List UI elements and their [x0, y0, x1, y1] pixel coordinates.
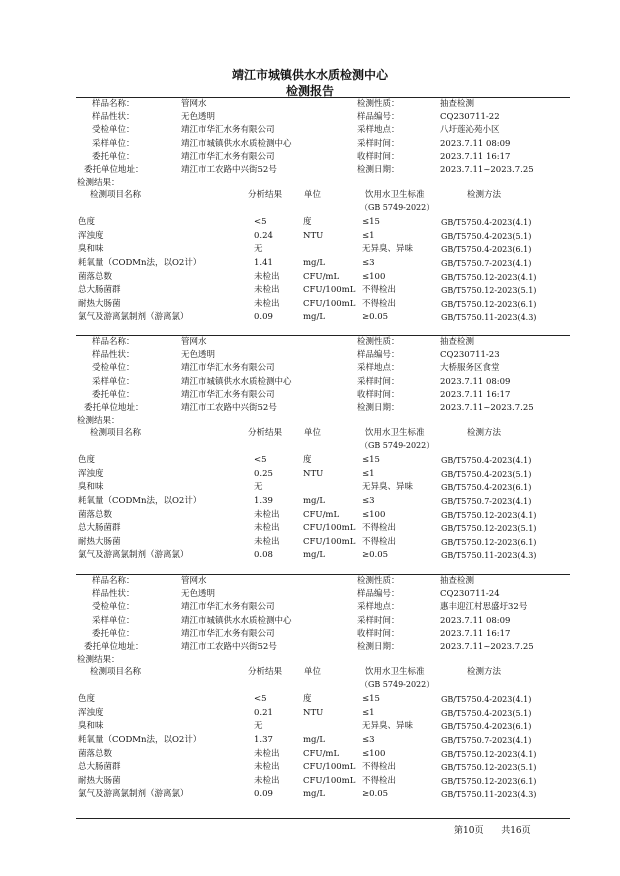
info-label: 收样时间： [357, 151, 400, 162]
item-standard: ≥0.05 [362, 789, 389, 800]
info-label: 受检单位： [92, 363, 135, 374]
info-value: 靖江市城镇供水水质检测中心 [181, 376, 292, 387]
info-value: 抽查检测 [440, 337, 475, 347]
info-value: CQ230711-23 [440, 350, 500, 361]
item-name: 菌落总数 [78, 748, 113, 759]
item-unit: CFU/mL [303, 748, 340, 759]
col-header-item: 检测项目名称 [90, 190, 142, 201]
item-unit: 度 [303, 455, 312, 466]
item-method: GB/T5750.4-2023(4.1) [441, 456, 532, 466]
info-label: 委托单位： [92, 628, 135, 639]
item-method: GB/T5750.4-2023(6.1) [441, 245, 532, 255]
item-result: 0.21 [254, 707, 273, 718]
item-method: GB/T5750.12-2023(4.1) [441, 510, 537, 520]
item-unit: CFU/mL [303, 271, 340, 282]
item-unit: mg/L [303, 258, 326, 268]
info-label: 委托单位地址： [84, 642, 144, 652]
info-label: 委托单位地址： [84, 165, 144, 175]
item-name: 浑浊度 [78, 468, 104, 479]
item-method: GB/T5750.4-2023(6.1) [441, 483, 532, 493]
info-label: 委托单位： [92, 389, 135, 400]
info-label: 样品性状： [92, 589, 135, 600]
info-label: 委托单位地址： [84, 403, 144, 413]
info-value: 2023.7.11~2023.7.25 [440, 403, 534, 413]
item-result: 无 [254, 244, 263, 255]
info-label: 收样时间： [357, 389, 400, 400]
info-label: 采样时间： [357, 138, 400, 149]
item-method: GB/T5750.4-2023(4.1) [441, 695, 532, 705]
item-name: 浑浊度 [78, 230, 104, 241]
item-standard: ≤3 [362, 735, 375, 745]
col-header-standard-sub: （GB 5749-2022） [360, 203, 435, 213]
col-header-method: 检测方法 [467, 667, 502, 678]
info-value: 靖江市华汇水务有限公司 [181, 151, 275, 162]
info-label: 检测日期： [357, 642, 400, 652]
item-name: 耗氧量（CODMn法，以O2计） [78, 735, 202, 745]
item-standard: ≤15 [362, 455, 380, 466]
item-name: 总大肠菌群 [78, 285, 121, 296]
info-label: 采样地点： [357, 602, 400, 613]
item-method: GB/T5750.11-2023(4.3) [441, 790, 537, 800]
col-header-standard-sub: （GB 5749-2022） [360, 441, 435, 451]
info-label: 采样时间： [357, 376, 400, 387]
item-unit: 度 [303, 694, 312, 705]
item-method: GB/T5750.7-2023(4.1) [441, 497, 532, 506]
item-result: 未检出 [254, 748, 280, 759]
item-result: 未检出 [254, 536, 280, 547]
item-standard: ≤1 [362, 230, 375, 241]
item-method: GB/T5750.4-2023(4.1) [441, 218, 532, 228]
item-name: 氯气及游离氯制剂（游离氯） [78, 550, 189, 561]
results-label: 检测结果： [77, 416, 120, 427]
item-method: GB/T5750.7-2023(4.1) [441, 736, 532, 745]
item-standard: 不得检出 [362, 285, 397, 296]
item-standard: 不得检出 [362, 298, 397, 309]
item-result: 1.37 [254, 735, 273, 745]
item-unit: 度 [303, 217, 312, 228]
item-result: 未检出 [254, 523, 280, 534]
item-result: 无 [254, 721, 263, 732]
info-value: 靖江市城镇供水水质检测中心 [181, 615, 292, 626]
item-standard: ≤100 [362, 509, 386, 520]
info-value: 靖江市华汇水务有限公司 [181, 363, 275, 374]
item-standard: ≤1 [362, 707, 375, 718]
item-result: 未检出 [254, 775, 280, 786]
info-label: 采样时间： [357, 615, 400, 626]
item-result: <5 [254, 217, 267, 228]
item-method: GB/T5750.12-2023(6.1) [441, 299, 537, 309]
info-label: 采样单位： [92, 138, 135, 149]
item-unit: CFU/100mL [303, 298, 356, 309]
item-name: 菌落总数 [78, 271, 113, 282]
item-unit: NTU [303, 230, 324, 241]
col-header-standard: 饮用水卫生标准 [365, 667, 425, 678]
item-result: 未检出 [254, 509, 280, 520]
info-value: 靖江市华汇水务有限公司 [181, 389, 275, 400]
item-name: 耗氧量（CODMn法，以O2计） [78, 258, 202, 268]
info-value: 2023.7.11 16:17 [440, 151, 511, 162]
item-unit: CFU/100mL [303, 775, 356, 786]
item-unit: NTU [303, 707, 324, 718]
info-value: 无色透明 [181, 589, 216, 600]
item-standard: 不得检出 [362, 536, 397, 547]
item-unit: mg/L [303, 735, 326, 745]
info-label: 受检单位： [92, 602, 135, 613]
item-standard: ≥0.05 [362, 312, 389, 323]
item-standard: 不得检出 [362, 523, 397, 534]
info-value: CQ230711-22 [440, 112, 500, 123]
item-result: 1.41 [254, 258, 273, 268]
item-unit: mg/L [303, 789, 326, 800]
col-header-standard: 饮用水卫生标准 [365, 428, 425, 439]
item-unit: mg/L [303, 550, 326, 561]
info-label: 样品性状： [92, 112, 135, 123]
item-method: GB/T5750.12-2023(5.1) [441, 286, 537, 296]
item-result: 0.25 [254, 468, 273, 479]
info-value: 管网水 [181, 99, 207, 109]
item-result: 未检出 [254, 762, 280, 773]
item-method: GB/T5750.4-2023(5.1) [441, 469, 532, 479]
info-label: 收样时间： [357, 628, 400, 639]
section-divider [76, 97, 570, 98]
info-value: 靖江市工农路中兴街52号 [181, 403, 277, 413]
item-method: GB/T5750.11-2023(4.3) [441, 551, 537, 561]
page-total: 共16页 [501, 826, 531, 836]
col-header-method: 检测方法 [467, 190, 502, 201]
item-standard: ≤100 [362, 271, 386, 282]
item-method: GB/T5750.12-2023(5.1) [441, 763, 537, 773]
col-header-result: 分析结果 [248, 667, 283, 678]
org-title: 靖江市城镇供水水质检测中心 [231, 68, 388, 82]
item-unit: mg/L [303, 496, 326, 506]
item-name: 臭和味 [78, 244, 104, 255]
info-label: 样品性状： [92, 350, 135, 361]
col-header-standard-sub: （GB 5749-2022） [360, 680, 435, 690]
info-value: 靖江市城镇供水水质检测中心 [181, 138, 292, 149]
item-unit: mg/L [303, 312, 326, 323]
page-footer [454, 823, 531, 836]
item-method: GB/T5750.12-2023(4.1) [441, 749, 537, 759]
item-unit: CFU/100mL [303, 285, 356, 296]
info-value: 抽查检测 [440, 576, 475, 586]
item-method: GB/T5750.7-2023(4.1) [441, 259, 532, 268]
item-name: 臭和味 [78, 721, 104, 732]
item-method: GB/T5750.12-2023(4.1) [441, 272, 537, 282]
item-name: 总大肠菌群 [78, 523, 121, 534]
item-standard: ≤3 [362, 496, 375, 506]
results-label: 检测结果： [77, 178, 120, 189]
item-result: <5 [254, 455, 267, 466]
item-result: 未检出 [254, 271, 280, 282]
item-name: 氯气及游离氯制剂（游离氯） [78, 789, 189, 800]
info-label: 样品名称： [92, 337, 135, 347]
item-unit: CFU/100mL [303, 523, 356, 534]
info-label: 检测性质： [357, 99, 400, 109]
item-standard: ≥0.05 [362, 550, 389, 561]
item-name: 耐热大肠菌 [78, 775, 121, 786]
item-standard: 不得检出 [362, 762, 397, 773]
info-value: 靖江市华汇水务有限公司 [181, 628, 275, 639]
info-value: 靖江市华汇水务有限公司 [181, 602, 275, 613]
col-header-item: 检测项目名称 [90, 667, 142, 678]
col-header-result: 分析结果 [248, 190, 283, 201]
info-label: 样品名称： [92, 99, 135, 109]
item-name: 浑浊度 [78, 707, 104, 718]
info-label: 委托单位： [92, 151, 135, 162]
item-name: 耐热大肠菌 [78, 536, 121, 547]
info-value: 2023.7.11 16:17 [440, 628, 511, 639]
info-label: 采样地点： [357, 125, 400, 136]
info-value: 2023.7.11 08:09 [440, 376, 511, 387]
item-unit: CFU/mL [303, 509, 340, 520]
info-value: 抽查检测 [440, 99, 475, 109]
item-method: GB/T5750.12-2023(6.1) [441, 537, 537, 547]
info-label: 检测日期： [357, 403, 400, 413]
item-unit: CFU/100mL [303, 536, 356, 547]
info-value: 无色透明 [181, 112, 216, 123]
col-header-item: 检测项目名称 [90, 428, 142, 439]
item-result: <5 [254, 694, 267, 705]
item-name: 色度 [78, 694, 96, 705]
item-result: 未检出 [254, 298, 280, 309]
info-value: 2023.7.11~2023.7.25 [440, 165, 534, 175]
item-standard: 无异臭、异味 [362, 244, 414, 255]
info-value: 靖江市华汇水务有限公司 [181, 125, 275, 136]
item-standard: ≤3 [362, 258, 375, 268]
col-header-unit: 单位 [304, 428, 322, 439]
info-label: 检测性质： [357, 576, 400, 586]
info-value: 2023.7.11~2023.7.25 [440, 642, 534, 652]
col-header-standard: 饮用水卫生标准 [365, 190, 425, 201]
info-label: 检测性质： [357, 337, 400, 347]
info-label: 采样单位： [92, 615, 135, 626]
info-label: 采样单位： [92, 376, 135, 387]
info-value: 管网水 [181, 337, 207, 347]
info-value: 大桥服务区食堂 [440, 363, 500, 374]
item-result: 未检出 [254, 285, 280, 296]
item-name: 耗氧量（CODMn法，以O2计） [78, 496, 202, 506]
item-method: GB/T5750.4-2023(6.1) [441, 722, 532, 732]
section-divider [76, 335, 570, 336]
item-name: 氯气及游离氯制剂（游离氯） [78, 312, 189, 323]
item-standard: 无异臭、异味 [362, 721, 414, 732]
info-value: 八圩莲沁苑小区 [440, 125, 500, 136]
item-name: 总大肠菌群 [78, 762, 121, 773]
item-name: 耐热大肠菌 [78, 298, 121, 309]
info-label: 样品编号： [357, 350, 400, 361]
item-standard: ≤100 [362, 748, 386, 759]
info-label: 样品编号： [357, 112, 400, 123]
results-label: 检测结果： [77, 655, 120, 666]
item-standard: ≤15 [362, 694, 380, 705]
item-method: GB/T5750.11-2023(4.3) [441, 313, 537, 323]
item-method: GB/T5750.12-2023(6.1) [441, 776, 537, 786]
item-standard: 不得检出 [362, 775, 397, 786]
item-result: 0.24 [254, 230, 273, 241]
info-value: 靖江市工农路中兴街52号 [181, 642, 277, 652]
info-value: 管网水 [181, 576, 207, 586]
item-result: 无 [254, 482, 263, 493]
item-name: 色度 [78, 217, 96, 228]
item-result: 0.08 [254, 550, 273, 561]
info-value: 2023.7.11 16:17 [440, 389, 511, 400]
item-result: 1.39 [254, 496, 273, 506]
info-value: 2023.7.11 08:09 [440, 615, 511, 626]
item-method: GB/T5750.4-2023(5.1) [441, 231, 532, 241]
item-name: 色度 [78, 455, 96, 466]
info-label: 样品名称： [92, 576, 135, 586]
item-standard: ≤15 [362, 217, 380, 228]
info-value: 2023.7.11 08:09 [440, 138, 511, 149]
info-value: 靖江市工农路中兴街52号 [181, 165, 277, 175]
info-label: 样品编号： [357, 589, 400, 600]
info-label: 采样地点： [357, 363, 400, 374]
item-unit: NTU [303, 468, 324, 479]
item-standard: ≤1 [362, 468, 375, 479]
item-unit: CFU/100mL [303, 762, 356, 773]
info-label: 受检单位： [92, 125, 135, 136]
page-number: 第10页 [454, 826, 484, 836]
section-divider [76, 574, 570, 575]
col-header-unit: 单位 [304, 667, 322, 678]
item-method: GB/T5750.4-2023(5.1) [441, 708, 532, 718]
item-method: GB/T5750.12-2023(5.1) [441, 524, 537, 534]
item-name: 臭和味 [78, 482, 104, 493]
info-label: 检测日期： [357, 165, 400, 175]
col-header-result: 分析结果 [248, 428, 283, 439]
info-value: CQ230711-24 [440, 589, 500, 600]
item-result: 0.09 [254, 789, 273, 800]
col-header-unit: 单位 [304, 190, 322, 201]
item-result: 0.09 [254, 312, 273, 323]
report-title: 检测报告 [285, 84, 334, 98]
item-standard: 无异臭、异味 [362, 482, 414, 493]
col-header-method: 检测方法 [467, 428, 502, 439]
info-value: 惠丰迎江村思盛圩32号 [440, 602, 528, 613]
item-name: 菌落总数 [78, 509, 113, 520]
info-value: 无色透明 [181, 350, 216, 361]
section-divider [76, 818, 570, 819]
